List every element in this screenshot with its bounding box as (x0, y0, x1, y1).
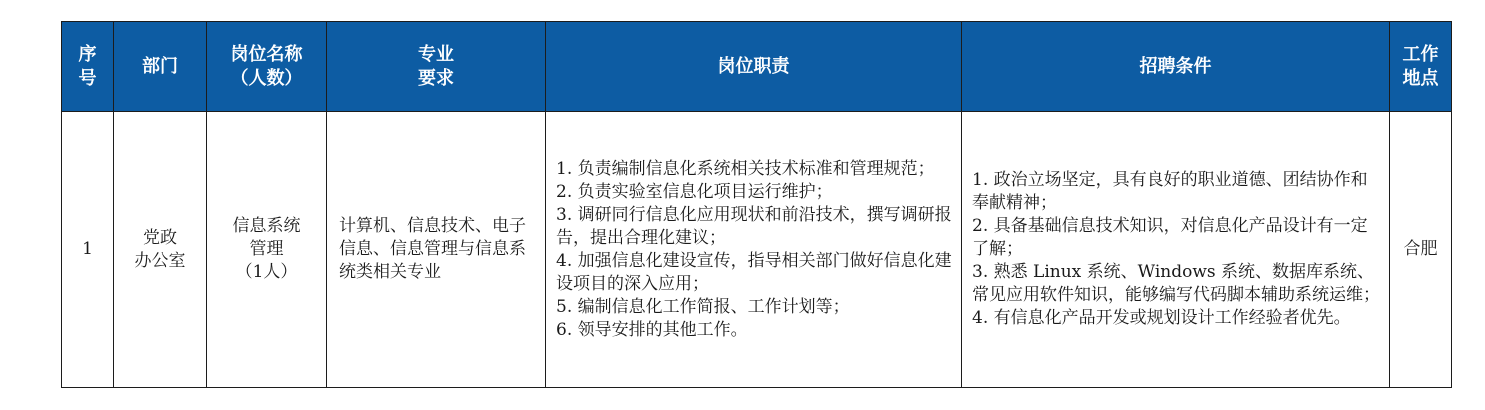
header-location-line-1: 工作 (1402, 43, 1439, 65)
duty-item-1: 1. 负责编制信息化系统相关技术标准和管理规范； (556, 158, 935, 179)
header-position-line-2: （人数） (230, 67, 303, 89)
header-location (1390, 22, 1452, 112)
cell-position-line-1: 信息系统 (232, 216, 301, 236)
cell-position-line-3: （1人） (235, 262, 298, 282)
requirement-item-1: 1. 政治立场坚定，具有良好的职业道德、团结协作和奉献精神； (972, 170, 1368, 213)
table-body (62, 112, 1452, 388)
header-major-line-1: 专业 (418, 43, 454, 65)
requirement-item-3: 3. 熟悉 Linux 系统、Windows 系统、数据库系统、常见应用软件知识，能够编写代码脚本辅助系统运维； (972, 262, 1380, 305)
header-seq-line-2: 号 (78, 67, 97, 89)
cell-seq: 1 (62, 112, 114, 388)
requirement-item-2: 2. 具备基础信息技术知识，对信息化产品设计有一定了解； (972, 216, 1368, 259)
header-seq-line-1: 序 (78, 43, 97, 65)
duty-item-5: 5. 编制信息化工作简报、工作计划等； (556, 296, 850, 317)
duty-item-3: 3. 调研同行信息化应用现状和前沿技术，撰写调研报告，提出合理化建议； (556, 204, 952, 248)
duties-list (556, 158, 955, 342)
header-row (62, 22, 1452, 112)
table-row (62, 112, 1452, 388)
header-position (207, 22, 327, 112)
header-major-line-2: 要求 (418, 67, 454, 89)
cell-position-line-2: 管理 (249, 239, 284, 259)
cell-dept-line-1: 党政 (143, 227, 177, 248)
header-location-line-2: 地点 (1402, 67, 1439, 89)
duty-item-6: 6. 领导安排的其他工作。 (556, 319, 748, 340)
header-requirements: 招聘条件 (962, 22, 1390, 112)
duty-item-2: 2. 负责实验室信息化项目运行维护； (556, 181, 833, 202)
cell-dept (114, 112, 207, 388)
job-table (61, 21, 1452, 388)
requirements-list (972, 169, 1383, 330)
requirement-item-4: 4. 有信息化产品开发或规划设计工作经验者优先。 (972, 308, 1351, 328)
duty-item-4: 4. 加强信息化建设宣传，指导相关部门做好信息化建设项目的深入应用； (556, 250, 952, 294)
header-dept: 部门 (114, 22, 207, 112)
header-major (327, 22, 546, 112)
cell-dept-line-2: 办公室 (134, 250, 186, 271)
cell-requirements (962, 112, 1390, 388)
header-seq (62, 22, 114, 112)
table-header (62, 22, 1452, 112)
cell-duties (546, 112, 962, 388)
cell-location: 合肥 (1390, 112, 1452, 388)
cell-position (207, 112, 327, 388)
cell-major: 计算机、信息技术、电子信息、信息管理与信息系统类相关专业 (327, 112, 546, 388)
header-duties: 岗位职责 (546, 22, 962, 112)
header-position-line-1: 岗位名称 (230, 43, 303, 65)
